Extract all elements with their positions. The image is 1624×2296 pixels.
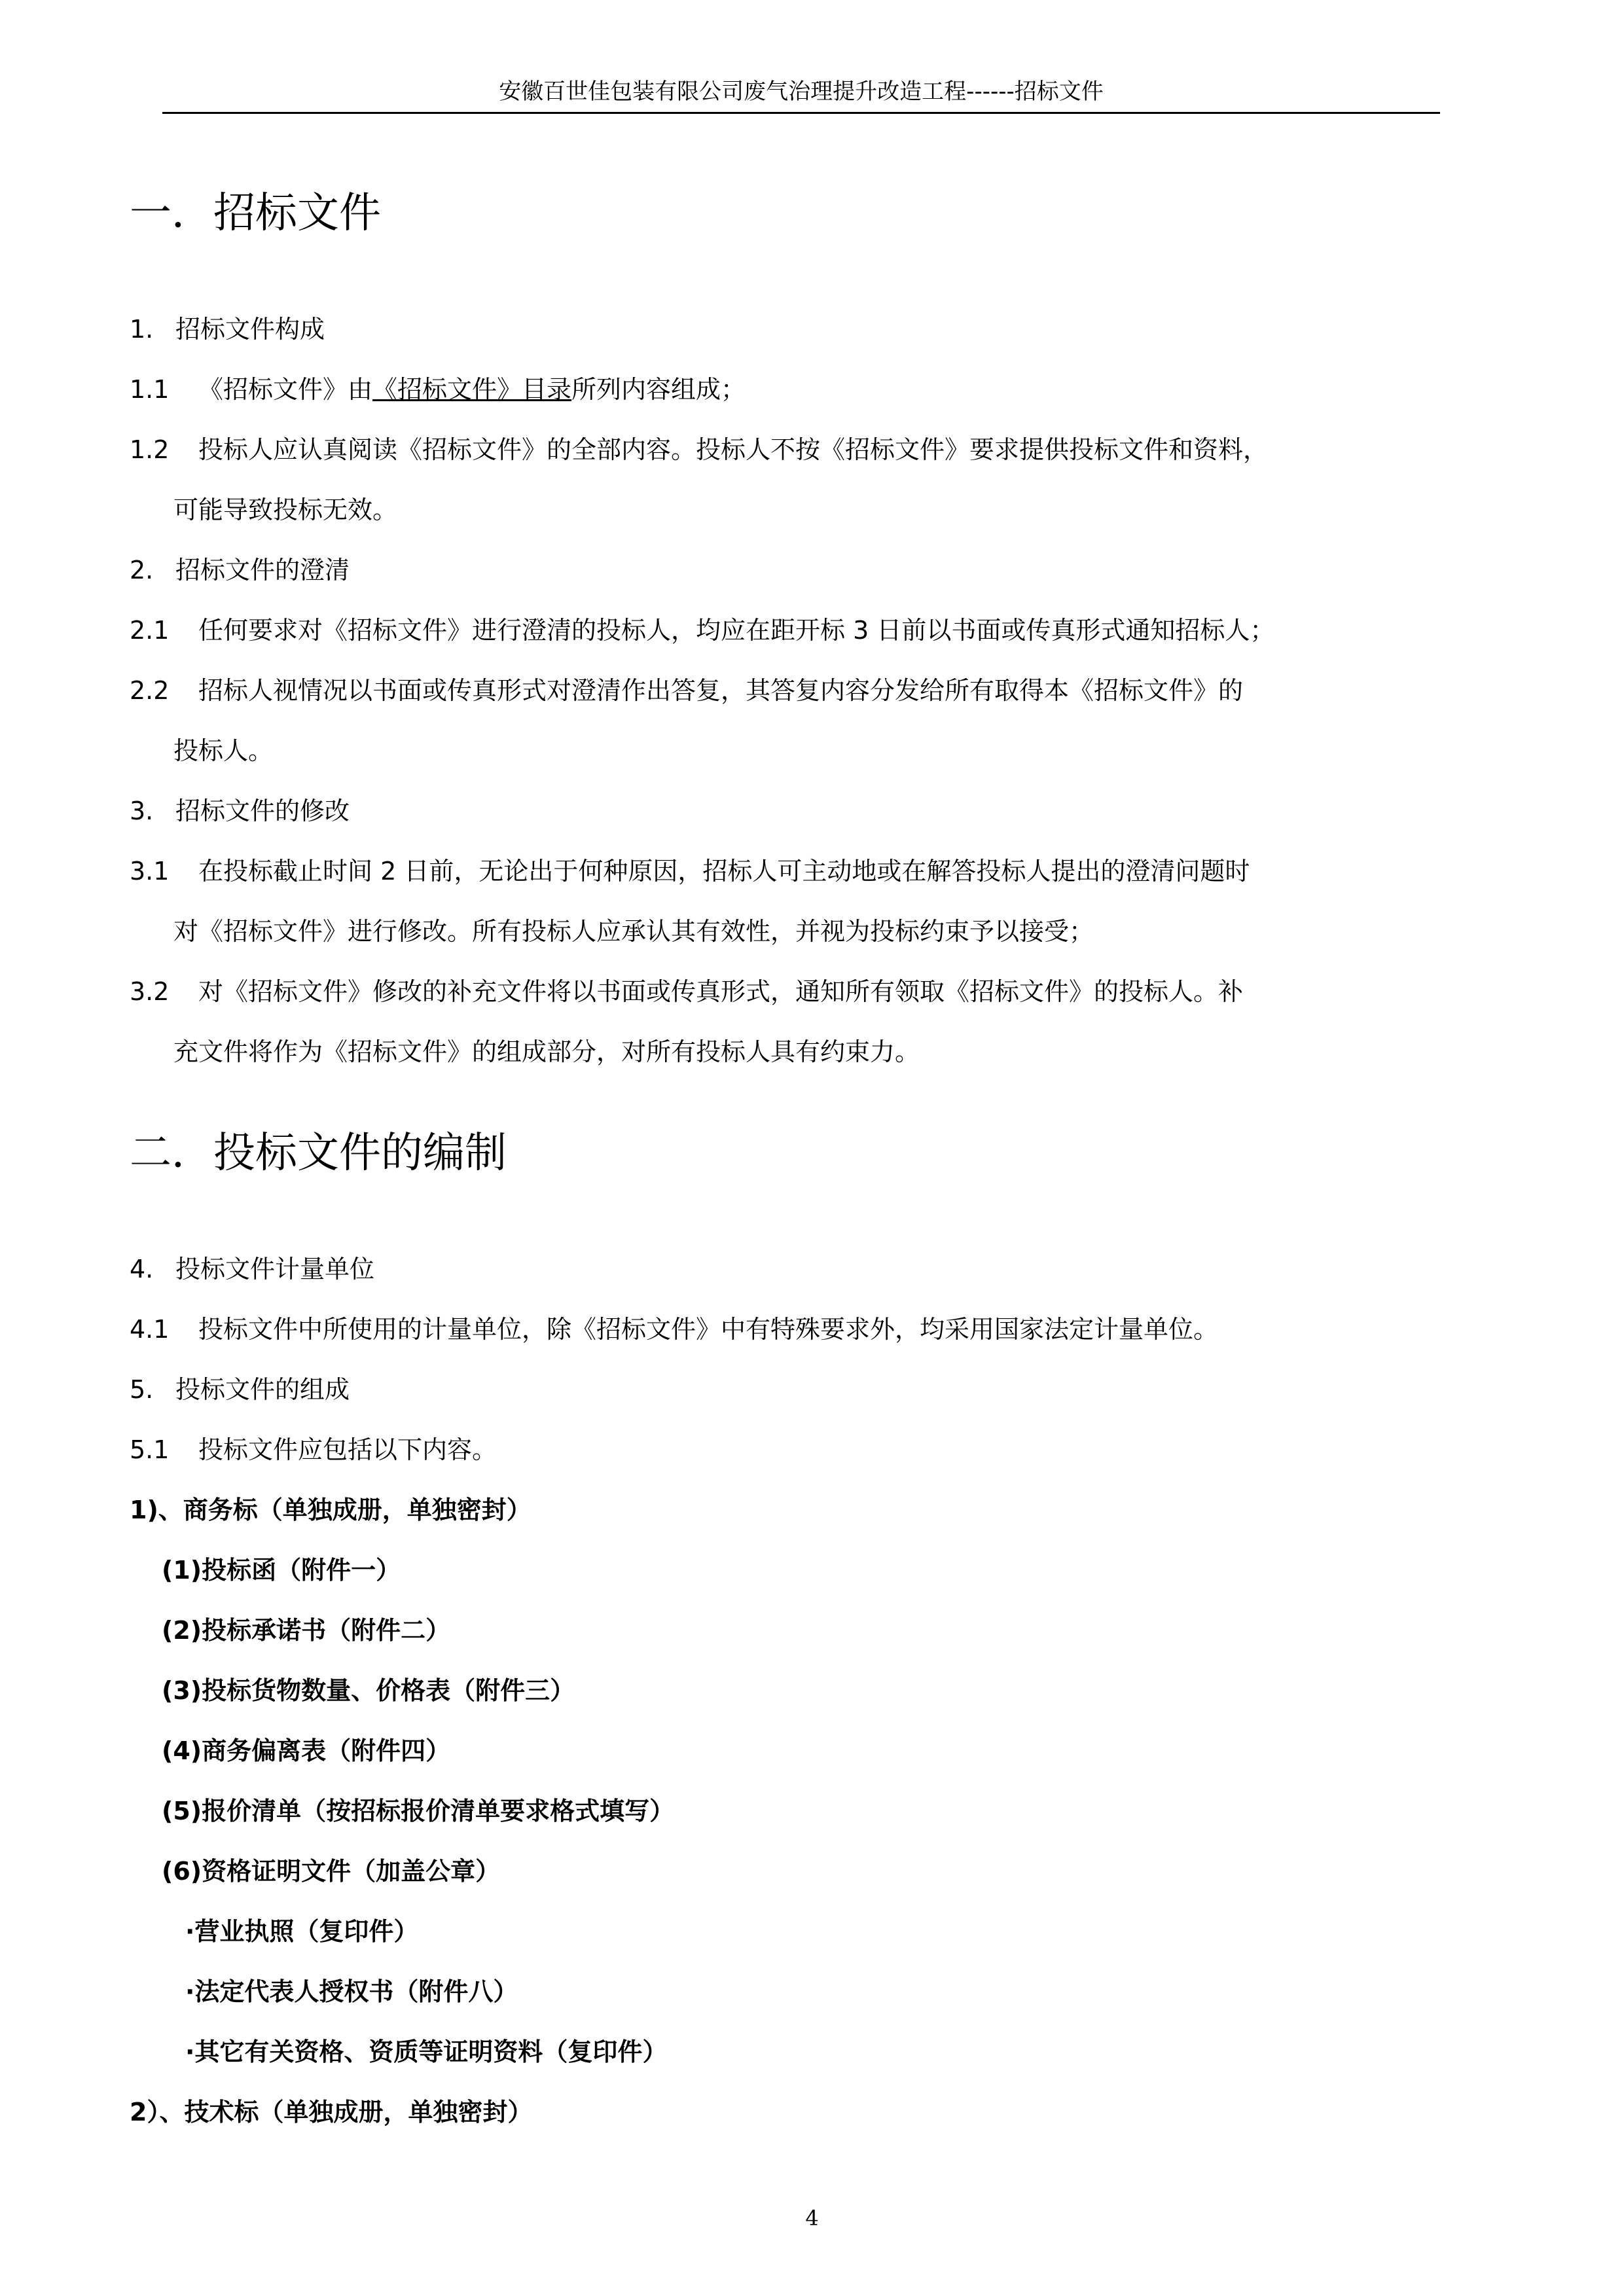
page-header: 安徽百世佳包装有限公司废气治理提升改造工程------招标文件	[499, 79, 1104, 105]
business-item: (5)报价清单（按招标报价清单要求格式填写）	[162, 1797, 675, 1825]
item-number: 4.1	[130, 1315, 170, 1344]
qualification-item: ·法定代表人授权书（附件八）	[185, 1977, 518, 2006]
item-text: 投标文件计量单位	[175, 1255, 375, 1283]
business-item: (1)投标函（附件一）	[162, 1556, 401, 1585]
item-text-pre: 《招标文件》由	[198, 375, 373, 404]
item-3-2-continued: 充文件将作为《招标文件》的组成部分，对所有投标人具有约束力。	[173, 1037, 920, 1066]
item-text: 对《招标文件》修改的补充文件将以书面或传真形式，通知所有领取《招标文件》的投标人。补	[198, 977, 1244, 1006]
item-number: 2.2	[130, 676, 170, 705]
item-1-1	[130, 373, 746, 406]
item-number: 3.2	[130, 977, 170, 1006]
business-item: (6)资格证明文件（加盖公章）	[162, 1857, 501, 1886]
business-bid-heading: 1)、商务标（单独成册，单独密封）	[130, 1496, 532, 1524]
item-number: 1.1	[130, 375, 170, 404]
qualification-item: ·营业执照（复印件）	[185, 1917, 419, 1946]
item-4	[130, 1253, 374, 1285]
item-3-2	[130, 975, 1243, 1008]
item-number: 5.	[130, 1375, 154, 1404]
header-rule	[162, 112, 1440, 114]
item-5-1	[130, 1433, 497, 1466]
item-2-2	[130, 674, 1243, 707]
item-1-2	[130, 433, 1268, 466]
item-text: 投标文件应包括以下内容。	[198, 1435, 497, 1464]
item-text: 招标文件构成	[175, 315, 325, 344]
item-number: 4.	[130, 1255, 154, 1283]
item-1-2-continued: 可能导致投标无效。	[173, 495, 398, 524]
item-number: 2.	[130, 556, 154, 584]
toc-link[interactable]: 《招标文件》目录	[372, 375, 572, 404]
item-2-2-continued: 投标人。	[173, 736, 274, 765]
business-item: (4)商务偏离表（附件四）	[162, 1736, 451, 1765]
item-4-1	[130, 1313, 1218, 1346]
item-3-1-continued: 对《招标文件》进行修改。所有投标人应承认其有效性，并视为投标约束予以接受；	[173, 917, 1094, 946]
item-3	[130, 795, 350, 827]
item-text: 招标人视情况以书面或传真形式对澄清作出答复，其答复内容分发给所有取得本《招标文件》的	[198, 676, 1244, 705]
item-2-1	[130, 614, 1274, 647]
item-number: 1.2	[130, 435, 170, 464]
item-number: 1.	[130, 315, 154, 344]
item-2	[130, 554, 350, 586]
business-item: (3)投标货物数量、价格表（附件三）	[162, 1676, 575, 1705]
item-text: 招标文件的澄清	[175, 556, 350, 584]
item-text: 投标文件中所使用的计量单位，除《招标文件》中有特殊要求外，均采用国家法定计量单位。	[198, 1315, 1219, 1344]
item-5	[130, 1373, 350, 1406]
item-text-post: 所列内容组成；	[571, 375, 746, 404]
technical-bid-heading: 2）、技术标（单独成册，单独密封）	[130, 2098, 533, 2126]
item-text: 投标人应认真阅读《招标文件》的全部内容。投标人不按《招标文件》要求提供投标文件和资料，	[198, 435, 1269, 464]
item-3-1	[130, 855, 1250, 888]
item-number: 3.1	[130, 857, 170, 886]
item-text: 在投标截止时间 2 日前，无论出于何种原因，招标人可主动地或在解答投标人提出的澄清问题时	[198, 857, 1250, 886]
item-number: 3.	[130, 797, 154, 825]
item-text: 任何要求对《招标文件》进行澄清的投标人，均应在距开标 3 日前以书面或传真形式通知招标人；	[198, 616, 1275, 645]
item-text: 投标文件的组成	[175, 1375, 350, 1404]
section-1-heading: 一．招标文件	[130, 189, 381, 238]
item-number: 5.1	[130, 1435, 170, 1464]
section-2-heading: 二．投标文件的编制	[130, 1129, 507, 1177]
item-1	[130, 313, 325, 346]
page-number: 4	[805, 2206, 819, 2231]
item-number: 2.1	[130, 616, 170, 645]
qualification-item: ·其它有关资格、资质等证明资料（复印件）	[185, 2037, 668, 2066]
business-item: (2)投标承诺书（附件二）	[162, 1616, 451, 1645]
item-text: 招标文件的修改	[175, 797, 350, 825]
